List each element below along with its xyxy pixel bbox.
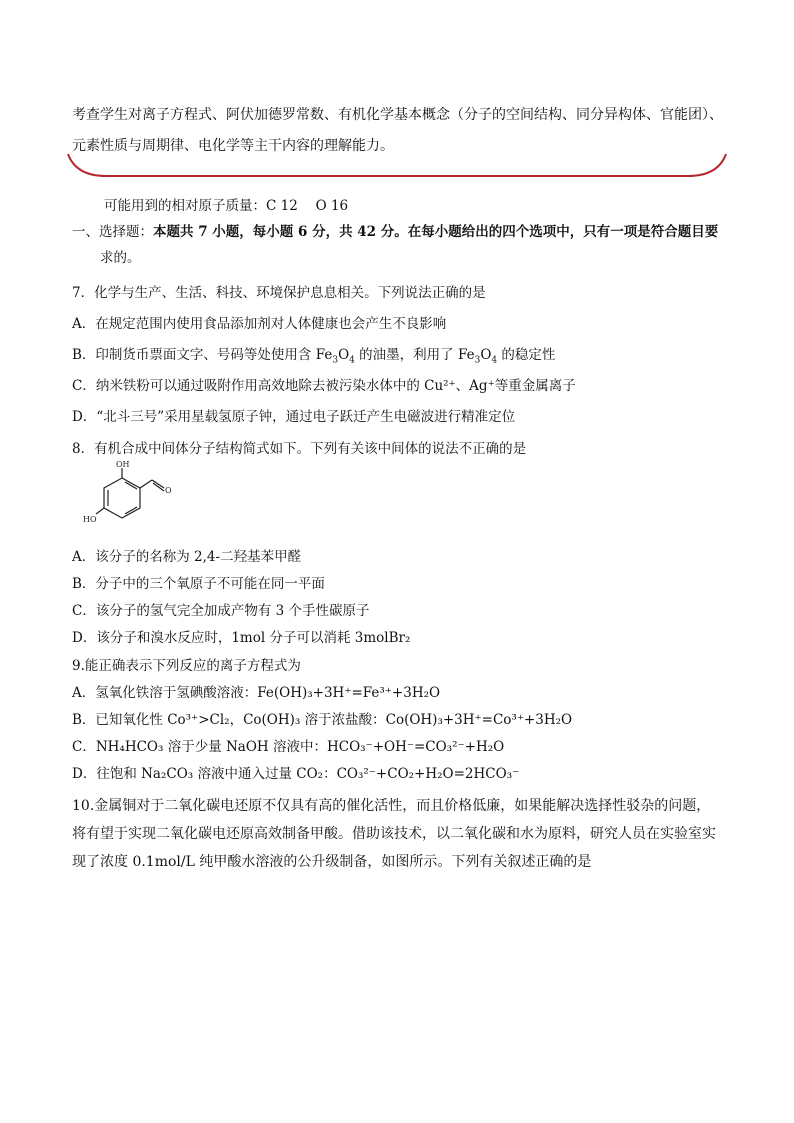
q7-b-part4: O <box>480 347 492 363</box>
q9-option-a: A．氢氧化铁溶于氢碘酸溶液：Fe(OH)₃+3H⁺=Fe³⁺+3H₂O <box>72 685 441 701</box>
oh-top-label: OH <box>116 460 130 469</box>
q7-stem: 7．化学与生产、生活、科技、环境保护息息相关。下列说法正确的是 <box>72 285 486 301</box>
q8-option-b: B．分子中的三个氧原子不可能在同一平面 <box>72 576 325 592</box>
section-instructions-cont: 求的。 <box>100 250 141 266</box>
section-instructions: 本题共 7 小题，每小题 6 分，共 42 分。在每小题给出的四个选项中，只有一项是符合题目要 <box>153 224 719 240</box>
q7-option-b: B．印制货币票面文字、号码等处使用含 $Fe_3O_4$ 的油墨，利用了 $Fe_3O_4$ 的稳定性 <box>72 347 556 366</box>
q7-option-c: C．纳米铁粉可以通过吸附作用高效地除去被污染水体中的 Cu²⁺、Ag⁺等重金属离子 <box>72 378 576 394</box>
q9-option-d: D．往饱和 Na₂CO₃ 溶液中通入过量 CO₂：CO₃²⁻+CO₂+H₂O=2HCO₃⁻ <box>72 766 520 782</box>
q10-stem: 10.金属铜对于二氧化碳电还原不仅具有高的催化活性，而且价格低廉，如果能解决选择性驳杂的问题，将有望于实现二氧化碳电还原高效制备甲酸。借助该技术，以二氧化碳和水为原料，研究人员在实验室实现了浓度 0.1mol/L 纯甲酸水溶液的公升级制备，如图所示。下列有关叙述正确的是 <box>72 798 716 870</box>
q8-stem: 8．有机合成中间体分子结构简式如下。下列有关该中间体的说法不正确的是 <box>72 441 527 457</box>
q7-option-d: D．“北斗三号”采用星载氢原子钟，通过电子跃迁产生电磁波进行精准定位 <box>72 409 516 425</box>
section-heading <box>72 220 718 240</box>
q7-b-part3: 的油墨，利用了 Fe <box>354 347 475 363</box>
section-prefix: 一、选择题： <box>72 224 153 240</box>
q9-option-c: C．NH₄HCO₃ 溶于少量 NaOH 溶液中：HCO₃⁻+OH⁻=CO₃²⁻+H₂O <box>72 739 505 755</box>
q9-option-b: B．已知氧化性 Co³⁺>Cl₂，Co(OH)₃ 溶于浓盐酸：Co(OH)₃+3H⁺=Co³⁺+3H₂O <box>72 712 573 728</box>
ho-left-label: HO <box>83 515 97 524</box>
q7-option-a: A．在规定范围内使用食品添加剂对人体健康也会产生不良影响 <box>72 316 447 332</box>
intro-paragraph: 考查学生对离子方程式、阿伏加德罗常数、有机化学基本概念（分子的空间结构、同分异构体、官能团）、元素性质与周期律、电化学等主干内容的理解能力。 <box>72 107 723 154</box>
q8-option-a: A．该分子的名称为 2,4-二羟基苯甲醛 <box>72 549 302 565</box>
q7-b-part2: O <box>338 347 350 363</box>
q9-stem: 9.能正确表示下列反应的离子方程式为 <box>72 658 301 674</box>
q8-option-d: D．该分子和溴水反应时，1mol 分子可以消耗 3molBr₂ <box>72 630 411 646</box>
aldehyde-o-label: O <box>165 486 172 495</box>
molecule-structure <box>82 460 192 540</box>
q7-b-part1: B．印制货币票面文字、号码等处使用含 Fe <box>72 347 333 363</box>
decorative-curve <box>66 150 728 182</box>
q7-b-part5: 的稳定性 <box>497 347 556 363</box>
q8-option-c: C．该分子的氢气完全加成产物有 3 个手性碳原子 <box>72 603 370 619</box>
atomic-mass-line: 可能用到的相对原子质量：C 12 O 16 <box>104 198 349 214</box>
